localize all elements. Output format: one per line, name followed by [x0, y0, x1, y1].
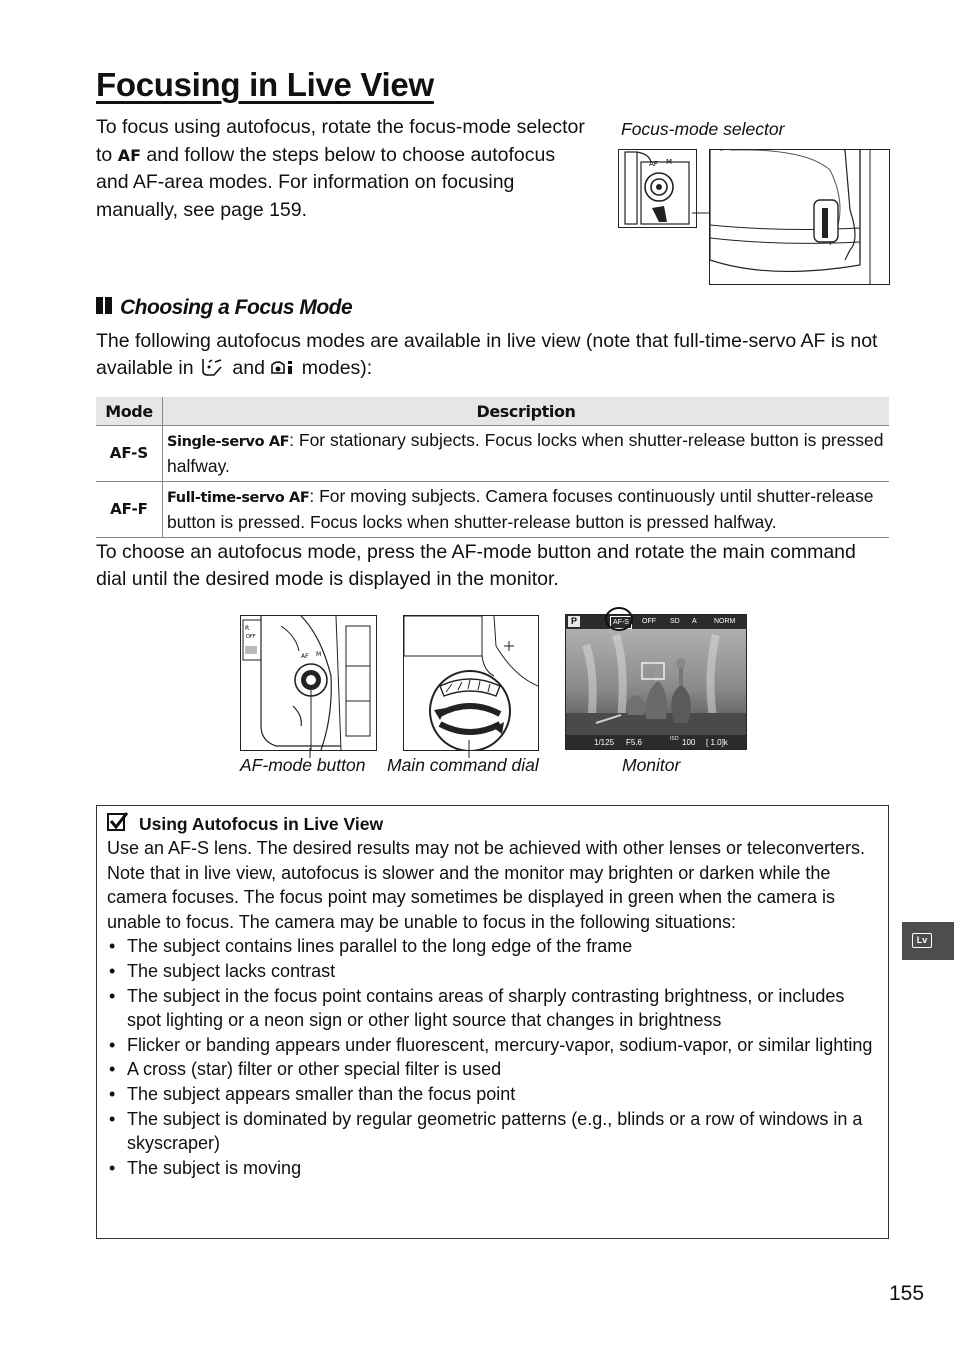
camera-body-illustration [709, 149, 890, 285]
monitor-top-a: A [692, 618, 697, 625]
section-intro-paragraph [96, 328, 891, 385]
af-mode-button-caption: AF-mode button [240, 755, 366, 775]
monitor-shutter-speed: 1/125 [594, 738, 615, 747]
monitor-highlight-circle [604, 604, 634, 634]
note-box [96, 805, 889, 1239]
main-command-dial-caption: Main command dial [387, 755, 539, 775]
food-icon [270, 357, 296, 385]
af-mode-button-illustration [240, 615, 377, 751]
table-header-mode: Mode [96, 397, 163, 426]
section-intro-after: modes): [296, 357, 373, 379]
monitor-illustration [565, 614, 747, 750]
mode-desc: : For stationary subjects. Focus locks when shutter-release button is pressed halfway. [167, 430, 884, 476]
section-intro-before: The following autofocus modes are available in live view (note that full-time-servo AF is not available in [96, 330, 878, 379]
table-row [96, 482, 889, 538]
note-paragraph: Use an AF-S lens. The desired results may not be achieved with other lenses or teleconverters. Note that in live view, autofocus is slower and the monitor may brighten or darken while the camera focuses. The focus point may sometimes be displayed in green when the camera is unable to focus. The camera may be unable to focus in the following situations: [107, 838, 866, 932]
list-item: • The subject contains lines parallel to the long edge of the frame [107, 934, 879, 959]
list-item: • The subject is dominated by regular geometric patterns (e.g., blinds or a row of windows in a skyscraper) [107, 1107, 879, 1156]
monitor-iso-value: 100 [682, 738, 696, 747]
list-item: • The subject in the focus point contains areas of sharply contrasting brightness, or includes spot lighting or a neon sign or other light source that changes in brightness [107, 984, 879, 1033]
checkmark-icon [107, 812, 129, 837]
monitor-iso-label: ISO [670, 736, 679, 742]
mode-cell: AF-F [96, 482, 163, 538]
focus-mode-selector-illustration [618, 149, 697, 228]
svg-text:OFF: OFF [246, 634, 256, 640]
monitor-aperture: F5.6 [626, 738, 643, 747]
monitor-top-off: OFF [642, 618, 656, 625]
focus-mode-selector-caption: Focus-mode selector [621, 119, 785, 139]
monitor-mode-indicator: P [568, 616, 580, 627]
mode-term: Single-servo AF [167, 434, 290, 450]
list-item: • Flicker or banding appears under fluorescent, mercury-vapor, sodium-vapor, or similar lighting [107, 1033, 879, 1058]
list-item: • A cross (star) filter or other special filter is used [107, 1057, 879, 1082]
mode-term: Full-time-servo AF [167, 490, 310, 506]
note-heading [107, 812, 383, 837]
list-item: • The subject lacks contrast [107, 959, 879, 984]
note-bullet-list [107, 934, 879, 1180]
svg-text:AF: AF [301, 653, 309, 660]
table-header-row [96, 397, 889, 426]
monitor-remaining: [ 1.0]k [706, 738, 728, 747]
section-heading-text: Choosing a Focus Mode [120, 296, 353, 319]
section-heading [96, 296, 352, 320]
table-header-description: Description [163, 397, 890, 426]
table-row [96, 426, 889, 482]
mode-desc: : For moving subjects. Camera focuses continuously until shutter-release button is pressed. Focus locks when shutter-release button is pressed halfway. [167, 486, 874, 532]
description-cell [163, 426, 890, 482]
list-item: • The subject appears smaller than the focus point [107, 1082, 879, 1107]
svg-text:R: R [245, 625, 250, 632]
mode-cell: AF-S [96, 426, 163, 482]
focus-mode-table [96, 397, 889, 538]
intro-af-bold: AF [117, 145, 141, 165]
description-cell [163, 482, 890, 538]
monitor-af-mode-value: AF-S [610, 616, 632, 629]
page-number: 155 [889, 1282, 925, 1305]
main-command-dial-illustration [403, 615, 539, 751]
page-title: Focusing in Live View [96, 66, 434, 103]
svg-text:M: M [316, 651, 322, 658]
instructions-paragraph: To choose an autofocus mode, press the AF-mode button and rotate the main command dial until the desired mode is displayed in the monitor. [96, 541, 856, 590]
live-view-icon: Lv [912, 933, 932, 948]
note-heading-text: Using Autofocus in Live View [139, 814, 384, 834]
note-body [107, 836, 879, 1180]
pet-portrait-icon [199, 357, 227, 385]
live-view-side-tab [902, 922, 954, 960]
selector-label-m: M [666, 158, 673, 166]
intro-paragraph [96, 114, 586, 224]
list-item: • The subject is moving [107, 1156, 879, 1181]
monitor-top-norm: NORM [714, 618, 736, 625]
monitor-caption: Monitor [622, 755, 681, 775]
selector-label-af: AF [649, 160, 658, 168]
intro-text-after: and follow the steps below to choose autofocus and AF-area modes. For information on focusing manually, see page 159. [96, 143, 556, 221]
monitor-top-sd: SD [670, 618, 680, 625]
section-intro-mid: and [226, 357, 271, 379]
intro-text-before: To focus using autofocus, rotate the focus-mode selector to [96, 116, 585, 166]
section-marker-icon [96, 296, 114, 320]
